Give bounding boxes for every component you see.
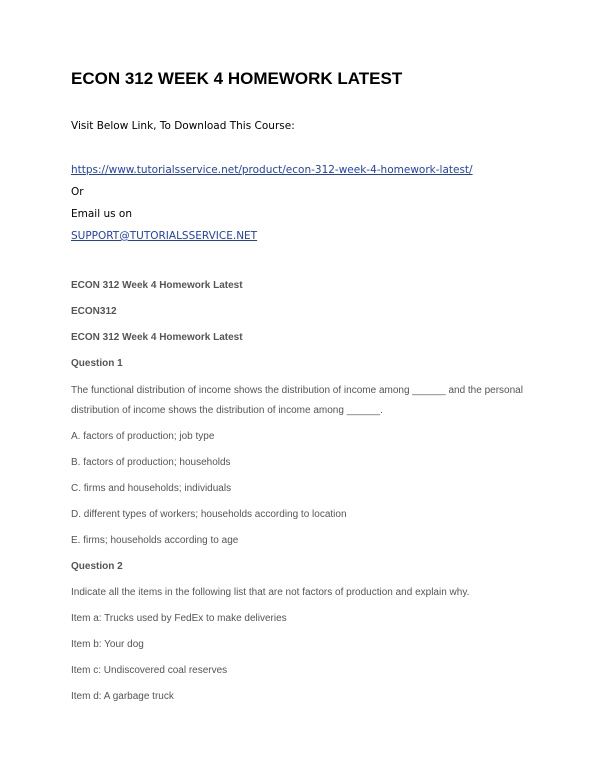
or-text: Or <box>71 186 84 198</box>
question-2-item-c: Item c: Undiscovered coal reserves <box>71 665 228 676</box>
course-link[interactable]: https://www.tutorialsservice.net/product/econ-312-week-4-homework-latest/ <box>71 164 473 176</box>
question-2-item-b: Item b: Your dog <box>71 639 144 650</box>
section-heading: ECON 312 Week 4 Homework Latest <box>71 280 243 291</box>
question-2-item-a: Item a: Trucks used by FedEx to make deliveries <box>71 613 287 624</box>
document-title: ECON 312 WEEK 4 HOMEWORK LATEST <box>71 69 403 88</box>
question-1-option-d: D. different types of workers; households according to location <box>71 509 347 520</box>
question-1-text-line1: The functional distribution of income shows the distribution of income among ______ and the personal <box>71 385 523 396</box>
question-1-label: Question 1 <box>71 358 123 369</box>
section-heading-repeat: ECON 312 Week 4 Homework Latest <box>71 332 243 343</box>
question-1-text-line2: distribution of income shows the distribution of income among ______. <box>71 405 383 416</box>
question-1-option-b: B. factors of production; households <box>71 457 231 468</box>
question-1-option-e: E. firms; households according to age <box>71 535 239 546</box>
question-1-option-a: A. factors of production; job type <box>71 431 215 442</box>
visit-text: Visit Below Link, To Download This Course: <box>71 120 295 132</box>
email-link[interactable]: SUPPORT@TUTORIALSSERVICE.NET <box>71 230 258 242</box>
question-2-label: Question 2 <box>71 561 123 572</box>
question-2-item-d: Item d: A garbage truck <box>71 691 174 702</box>
question-1-option-c: C. firms and households; individuals <box>71 483 232 494</box>
question-2-text: Indicate all the items in the following list that are not factors of production and explain why. <box>71 587 470 598</box>
email-label: Email us on <box>71 208 133 220</box>
course-code: ECON312 <box>71 306 117 317</box>
